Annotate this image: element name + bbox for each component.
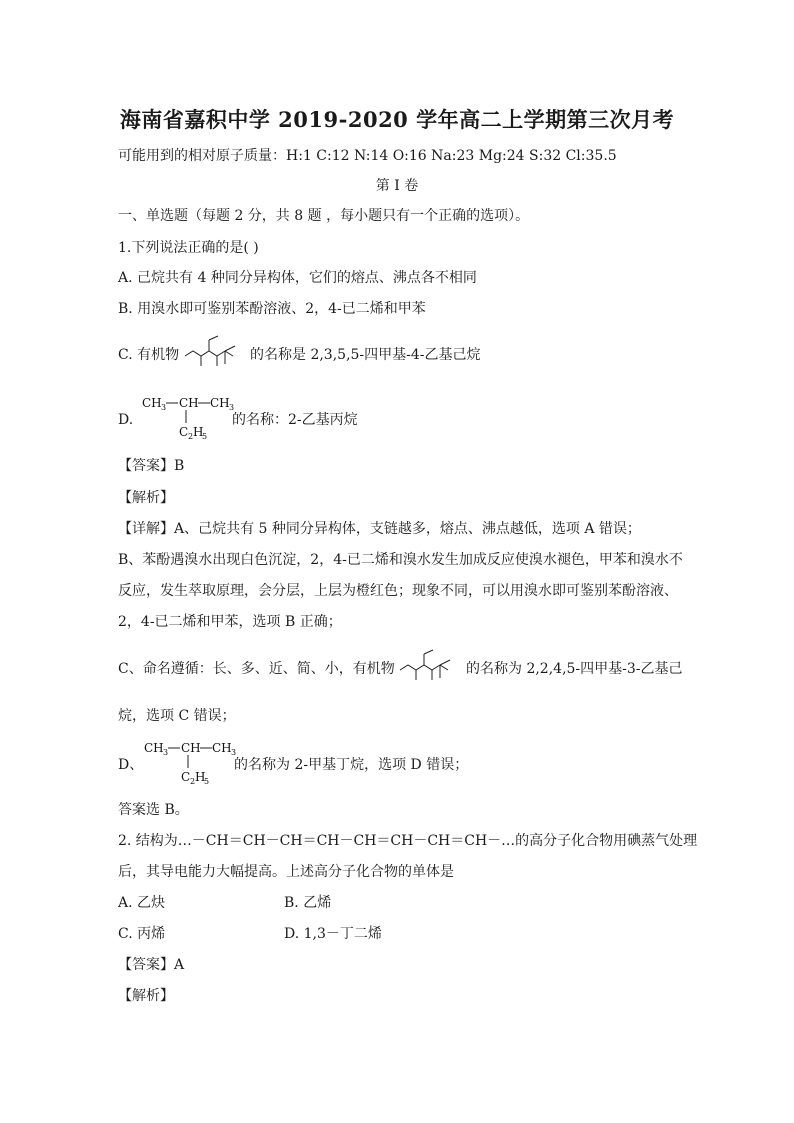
skeletal-structure-2 <box>398 648 462 692</box>
svg-text:CH: CH <box>210 396 230 410</box>
detail-1-c-prefix: C、命名遵循：长、多、近、简、小，有机物 <box>118 661 395 677</box>
analysis-2: 【解析】 <box>118 988 174 1004</box>
conclusion-1: 答案选 B。 <box>118 802 189 818</box>
detail-1-c-cont: 烷，选项 C 错误； <box>118 708 236 724</box>
question-2-option-a: A. 乙炔 <box>118 895 166 911</box>
svg-text:5: 5 <box>204 777 210 786</box>
detail-1-d-prefix: D、 <box>118 757 144 773</box>
answer-2: 【答案】A <box>118 957 185 973</box>
svg-text:CH: CH <box>212 741 232 755</box>
svg-text:3: 3 <box>161 403 167 412</box>
question-1-option-b: B. 用溴水即可鉴别苯酚溶液、2，4-已二烯和甲苯 <box>118 301 426 317</box>
svg-text:CH: CH <box>144 741 164 755</box>
page-title: 海南省嘉积中学 2019-2020 学年高二上学期第三次月考 <box>119 107 675 132</box>
atomic-masses: 可能用到的相对原子质量：H:1 C:12 N:14 O:16 Na:23 Mg:24 S:32 Cl:35.5 <box>118 148 617 164</box>
condensed-formula <box>140 393 235 443</box>
analysis-1: 【解析】 <box>118 490 174 506</box>
detail-1-line-1: 【详解】A、己烷共有 5 种同分异构体，支链越多，熔点、沸点越低，选项 A 错误； <box>118 521 641 537</box>
svg-text:2: 2 <box>188 432 194 441</box>
svg-text:CH: CH <box>179 396 199 410</box>
svg-text:5: 5 <box>202 432 208 441</box>
svg-text:2: 2 <box>190 777 196 786</box>
svg-text:H: H <box>195 770 206 784</box>
question-1-option-a: A. 己烷共有 4 种同分异构体，它们的熔点、沸点各不相同 <box>118 270 477 286</box>
detail-1-line-2: B、苯酚遇溴水出现白色沉淀，2，4-已二烯和溴水发生加成反应使溴水褪色，甲苯和溴水不 <box>118 552 683 568</box>
question-2-stem-2: 后，其导电能力大幅提高。上述高分子化合物的单体是 <box>118 864 454 880</box>
question-1-option-d-prefix: D. <box>118 412 134 428</box>
question-1-option-c-suffix: 的名称是 2,3,5,5-四甲基-4-乙基己烷 <box>250 347 481 363</box>
section-heading: 一、单选题（每题 2 分，共 8 题 ，每小题只有一个正确的选项）。 <box>118 208 530 224</box>
question-2-option-c: C. 丙烯 <box>118 926 166 942</box>
detail-1-c-suffix: 的名称为 2,2,4,5-四甲基-3-乙基己 <box>466 661 683 677</box>
svg-text:CH: CH <box>181 741 201 755</box>
volume-heading: 第 I 卷 <box>375 178 419 194</box>
question-2-option-d: D. 1,3－丁二烯 <box>284 926 382 942</box>
question-2-stem-1: 2. 结构为…－CH＝CH－CH＝CH－CH＝CH－CH＝CH－…的高分子化合物用碘蒸气处理 <box>118 833 698 849</box>
svg-text:C: C <box>181 770 191 784</box>
question-2-option-b: B. 乙烯 <box>284 895 332 911</box>
svg-text:3: 3 <box>163 748 169 757</box>
detail-1-d-suffix: 的名称为 2-甲基丁烷，选项 D 错误； <box>234 757 469 773</box>
answer-1: 【答案】B <box>118 458 185 474</box>
svg-text:CH: CH <box>142 396 162 410</box>
condensed-formula-2 <box>142 738 237 788</box>
svg-text:C: C <box>179 425 189 439</box>
svg-text:3: 3 <box>231 748 237 757</box>
question-1-option-d-suffix: 的名称：2-乙基丙烷 <box>232 412 358 428</box>
svg-text:H: H <box>193 425 204 439</box>
svg-text:3: 3 <box>229 403 235 412</box>
question-1-stem: 1.下列说法正确的是( ) <box>118 240 259 256</box>
skeletal-structure <box>183 334 247 378</box>
detail-1-line-4: 2，4-已二烯和甲苯，选项 B 正确； <box>118 614 342 630</box>
question-1-option-c-prefix: C. 有机物 <box>118 347 180 363</box>
detail-1-line-3: 反应，发生萃取原理，会分层，上层为橙红色；现象不同，可以用溴水即可鉴别苯酚溶液、 <box>118 583 678 599</box>
